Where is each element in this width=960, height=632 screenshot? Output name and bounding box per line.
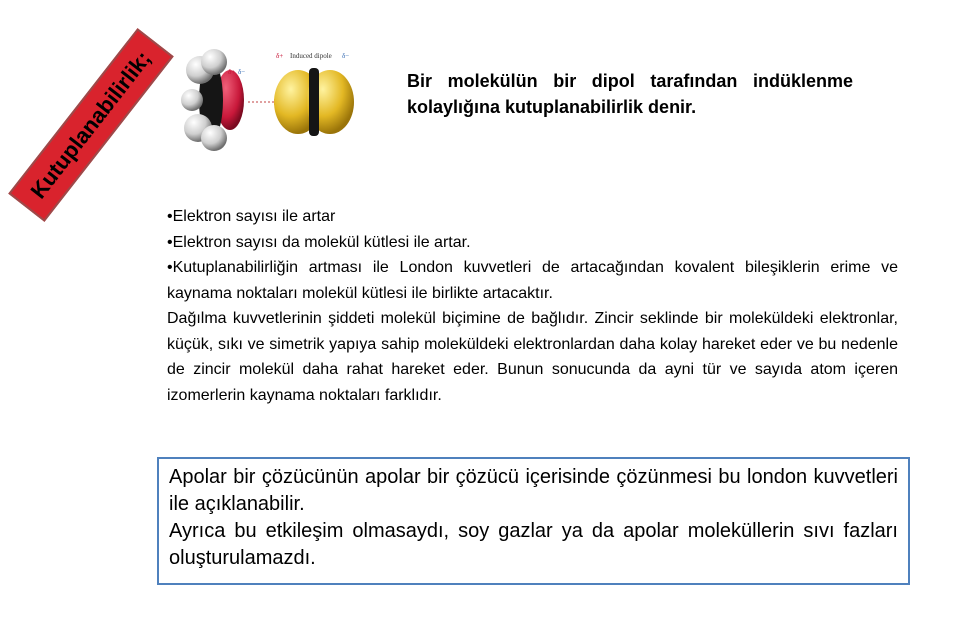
title-text: Kutuplanabilirlik; bbox=[25, 46, 156, 204]
induced-delta-minus-label: δ− bbox=[342, 52, 350, 60]
bullet-item: •Elektron sayısı da molekül kütlesi ile artar. bbox=[167, 233, 471, 251]
induced-delta-plus-label: δ+ bbox=[276, 52, 284, 60]
bullet-item: •Kutuplanabilirliğin artması ile London kuvvetleri de artacağından kovalent bileşiklerin erime ve kaynama noktaları molekül kütlesi ile birlikte artacaktır. bbox=[167, 259, 898, 302]
polar-molecule bbox=[181, 49, 244, 151]
note-line-1: Apolar bir çözücünün apolar bir çözücü içerisinde çözünmesi bu london kuvvetleri ile açıklanabilir. bbox=[169, 466, 898, 515]
note-box bbox=[157, 457, 910, 585]
delta-plus-label: δ+ bbox=[228, 68, 236, 76]
title-banner bbox=[8, 28, 174, 222]
definition-text: Bir molekülün bir dipol tarafından indüklenme kolaylığına kutuplanabilirlik denir. bbox=[407, 71, 853, 117]
induced-dipole-label: Induced dipole bbox=[290, 52, 332, 60]
note-line-2: Ayrıca bu etkileşim olmasaydı, soy gazlar ya da apolar moleküllerin sıvı fazları oluşturulamazdı. bbox=[169, 520, 898, 569]
body-paragraph: Dağılma kuvvetlerinin şiddeti molekül biçimine de bağlıdır. Zincir seklinde bir moleküldeki elektronlar, küçük, sıkı ve simetrik yapıya sahip moleküldeki elektronlardan daha kolay hareket eder ve bu nedenle de zincir molekül daha rahat hareket eder. Bunun sonucunda da ayni tür ve sayıda atom içeren izomerlerin kaynama noktaları farklıdır. bbox=[167, 310, 898, 404]
body-text-block bbox=[167, 204, 898, 408]
delta-minus-label: δ− bbox=[238, 68, 246, 76]
induced-molecule bbox=[274, 68, 354, 136]
bullet-item: •Elektron sayısı ile artar bbox=[167, 208, 336, 225]
induced-dipole-figure bbox=[178, 40, 358, 160]
